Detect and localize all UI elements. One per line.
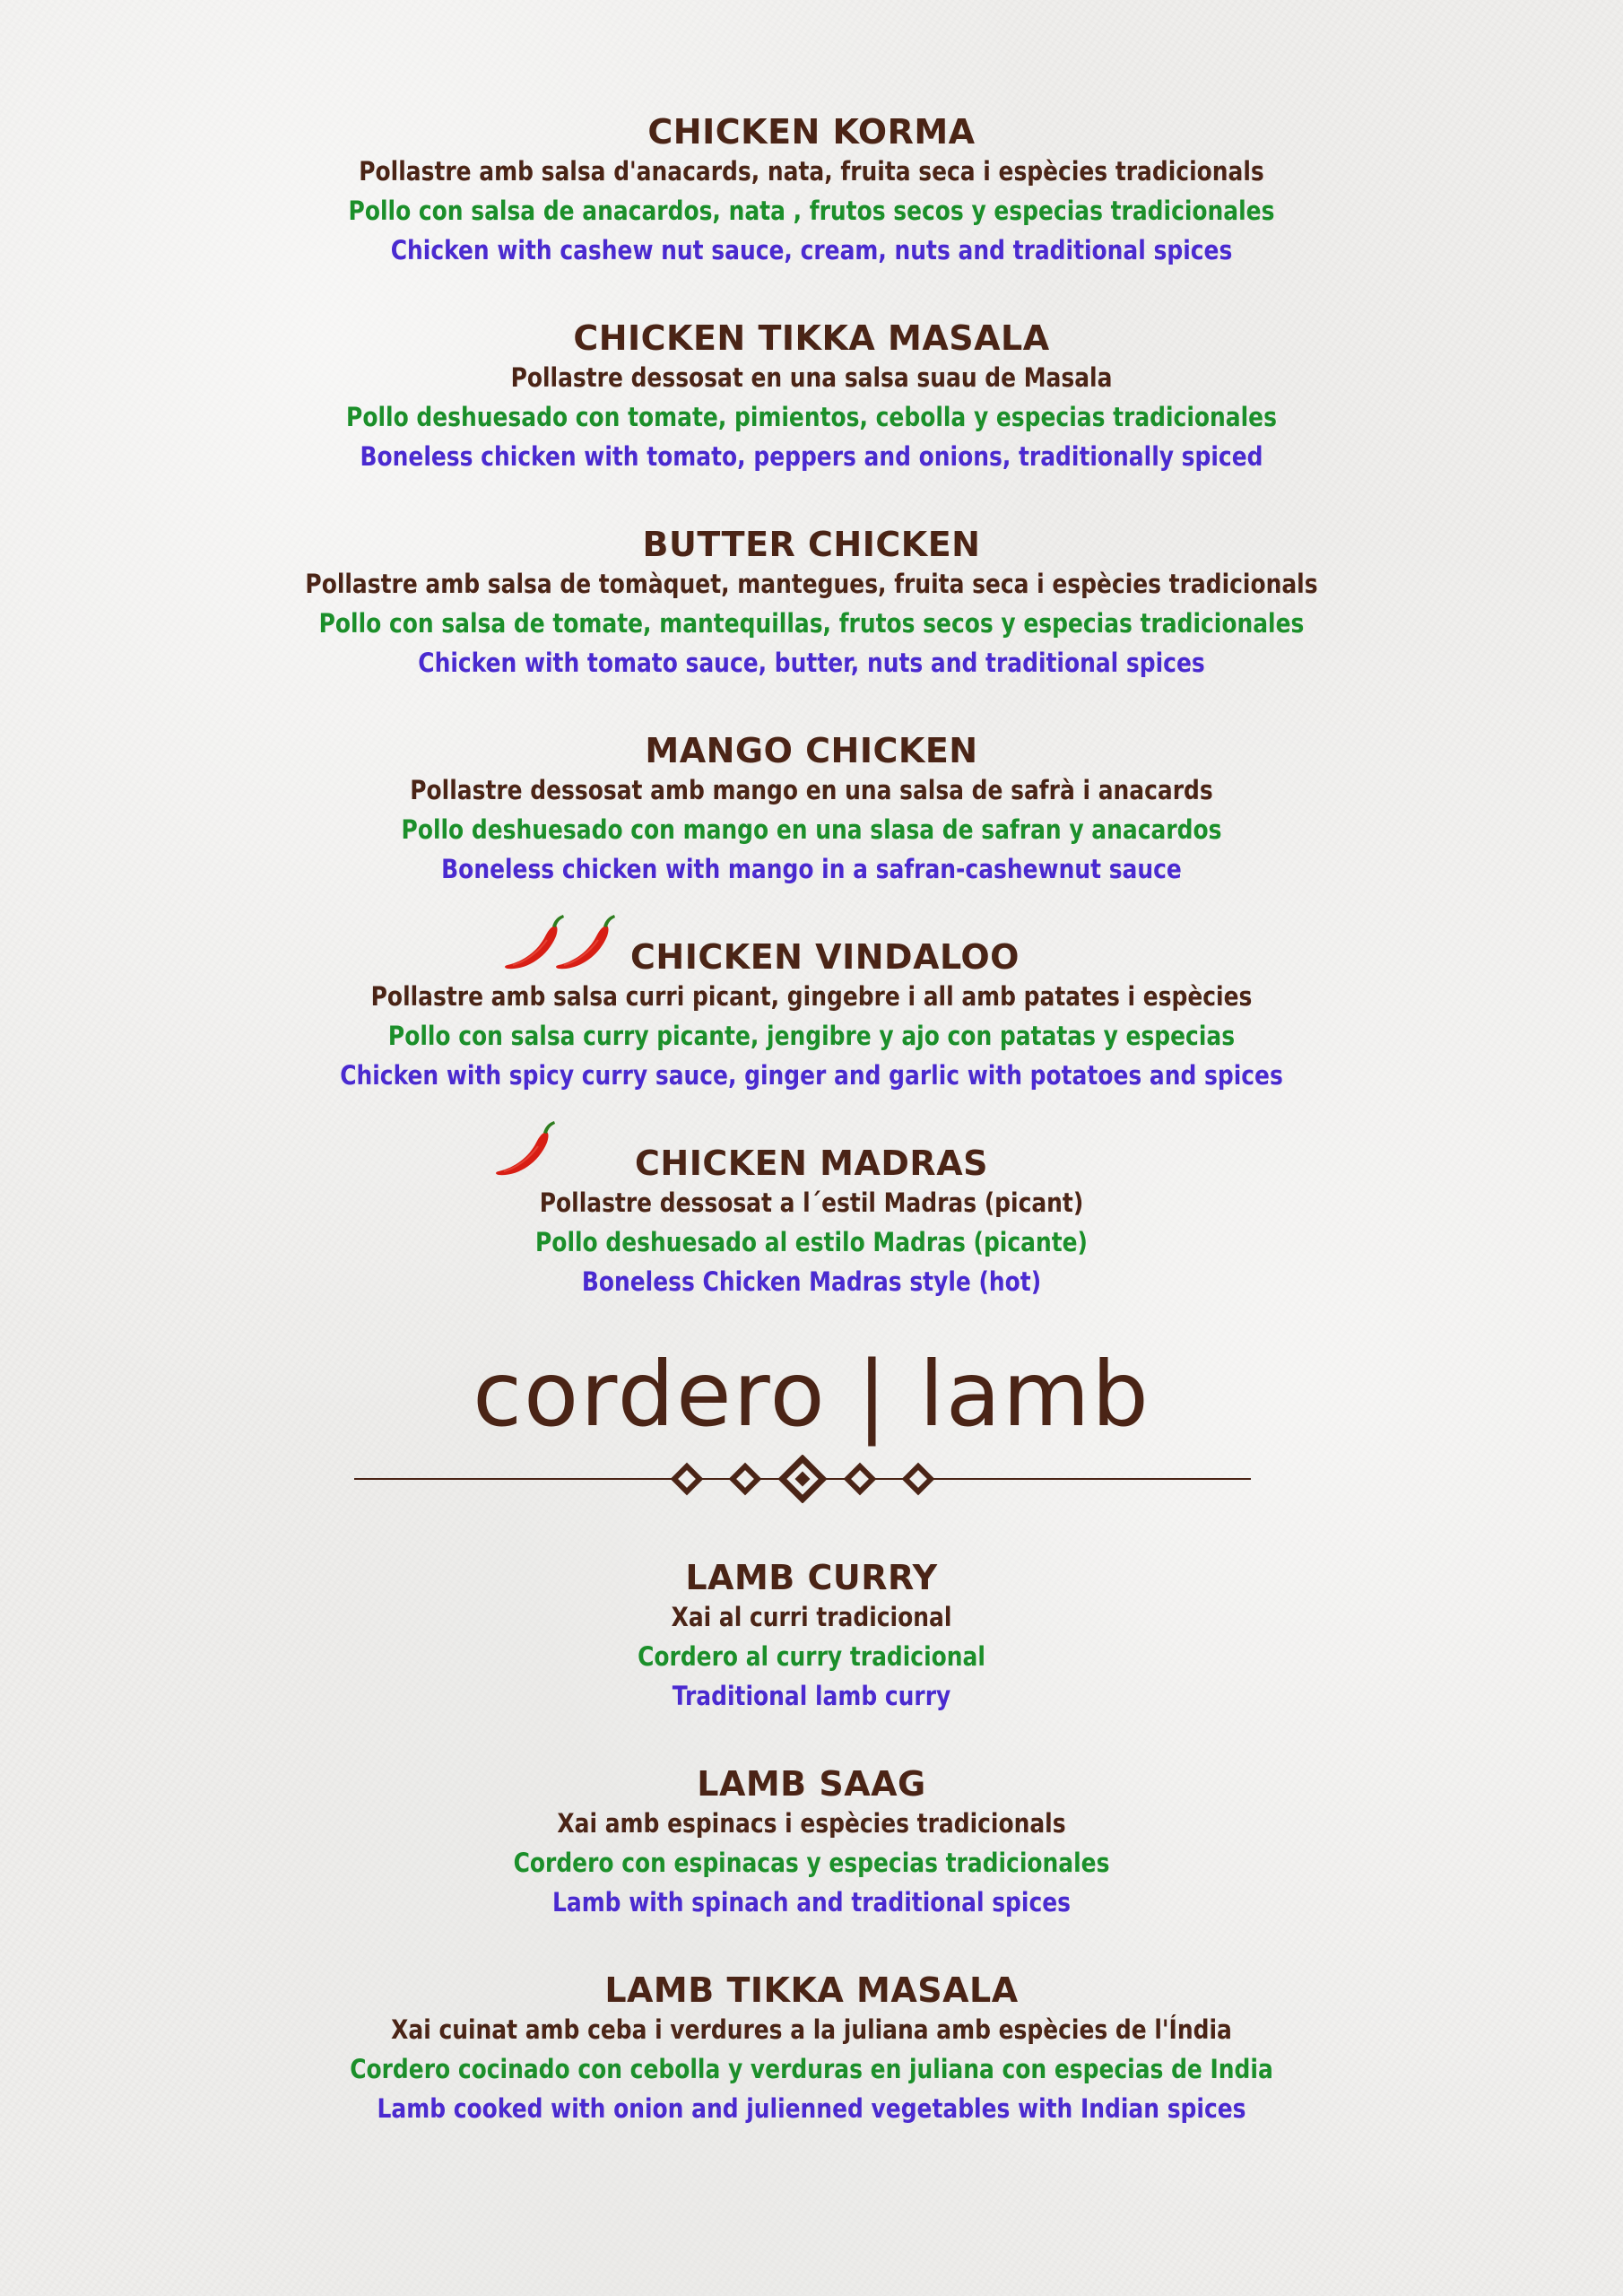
menu-item-butter-chicken xyxy=(0,525,1623,683)
description-spanish: Pollo con salsa de anacardos, nata , frutos secos y especias tradicionales xyxy=(348,196,1275,226)
description-spanish: Cordero cocinado con cebolla y verduras en juliana con especias de India xyxy=(350,2054,1273,2084)
ornamental-divider xyxy=(354,1455,1251,1503)
dish-title: LAMB TIKKA MASALA xyxy=(604,1970,1019,2010)
description-english: Boneless Chicken Madras style (hot) xyxy=(581,1266,1042,1297)
description-spanish: Cordero con espinacas y especias tradicionales xyxy=(513,1848,1110,1878)
description-catalan: Pollastre amb salsa d'anacards, nata, fruita seca i espècies tradicionals xyxy=(359,156,1264,187)
chili-pepper-icon xyxy=(493,1119,565,1182)
description-english: Lamb with spinach and traditional spices xyxy=(551,1887,1072,1918)
description-english: Boneless chicken with mango in a safran-cashewnut sauce xyxy=(441,854,1182,884)
description-english: Lamb cooked with onion and julienned vegetables with Indian spices xyxy=(377,2093,1246,2124)
description-catalan: Pollastre dessosat en una salsa suau de Masala xyxy=(510,362,1113,393)
dish-title: CHICKEN VINDALOO xyxy=(630,937,1020,977)
description-catalan: Pollastre dessosat amb mango en una salsa de safrà i anacards xyxy=(410,775,1213,805)
description-spanish: Pollo con salsa de tomate, mantequillas, frutos secos y especias tradicionales xyxy=(318,608,1305,639)
description-spanish: Pollo con salsa curry picante, jengibre y ajo con patatas y especias xyxy=(387,1021,1236,1051)
dish-title: LAMB CURRY xyxy=(685,1558,938,1597)
menu-item-lamb-curry xyxy=(0,1558,1623,1716)
description-catalan: Pollastre dessosat a l´estil Madras (picant) xyxy=(539,1187,1084,1218)
description-spanish: Pollo deshuesado con mango en una slasa de safran y anacardos xyxy=(401,814,1222,845)
description-catalan: Pollastre amb salsa de tomàquet, mantegues, fruita seca i espècies tradicionals xyxy=(305,569,1318,599)
description-spanish: Cordero al curry tradicional xyxy=(638,1641,985,1672)
description-english: Boneless chicken with tomato, peppers and onions, traditionally spiced xyxy=(360,441,1263,472)
menu-item-chicken-tikka-masala xyxy=(0,318,1623,476)
menu-item-mango-chicken xyxy=(0,731,1623,889)
description-english: Chicken with cashew nut sauce, cream, nuts and traditional spices xyxy=(390,235,1233,265)
menu-item-lamb-tikka-masala xyxy=(0,1970,1623,2128)
dish-title: MANGO CHICKEN xyxy=(645,731,978,770)
menu-item-chicken-korma xyxy=(0,112,1623,270)
description-spanish: Pollo deshuesado con tomate, pimientos, cebolla y especias tradicionales xyxy=(346,402,1277,432)
section-heading-lamb: cordero | lamb xyxy=(473,1342,1150,1447)
menu-item-chicken-vindaloo xyxy=(0,937,1623,1095)
chili-pepper-icon xyxy=(553,913,625,976)
dish-title: CHICKEN KORMA xyxy=(647,112,976,152)
dish-title: CHICKEN MADRAS xyxy=(635,1144,988,1183)
description-english: Chicken with tomato sauce, butter, nuts and traditional spices xyxy=(418,648,1205,678)
dish-title: LAMB SAAG xyxy=(697,1764,926,1804)
menu-item-lamb-saag xyxy=(0,1764,1623,1922)
description-catalan: Xai amb espinacs i espècies tradicionals xyxy=(557,1808,1066,1839)
menu-item-chicken-madras xyxy=(0,1144,1623,1301)
dish-title: BUTTER CHICKEN xyxy=(642,525,981,564)
description-catalan: Xai cuinat amb ceba i verdures a la juliana amb espècies de l'Índia xyxy=(391,2014,1232,2045)
description-spanish: Pollo deshuesado al estilo Madras (picante) xyxy=(535,1227,1088,1257)
dish-title: CHICKEN TIKKA MASALA xyxy=(573,318,1050,358)
description-catalan: Pollastre amb salsa curri picant, gingebre i all amb patates i espècies xyxy=(370,981,1253,1012)
description-english: Traditional lamb curry xyxy=(672,1681,951,1711)
description-english: Chicken with spicy curry sauce, ginger and garlic with potatoes and spices xyxy=(340,1060,1283,1091)
description-catalan: Xai al curri tradicional xyxy=(671,1602,952,1632)
